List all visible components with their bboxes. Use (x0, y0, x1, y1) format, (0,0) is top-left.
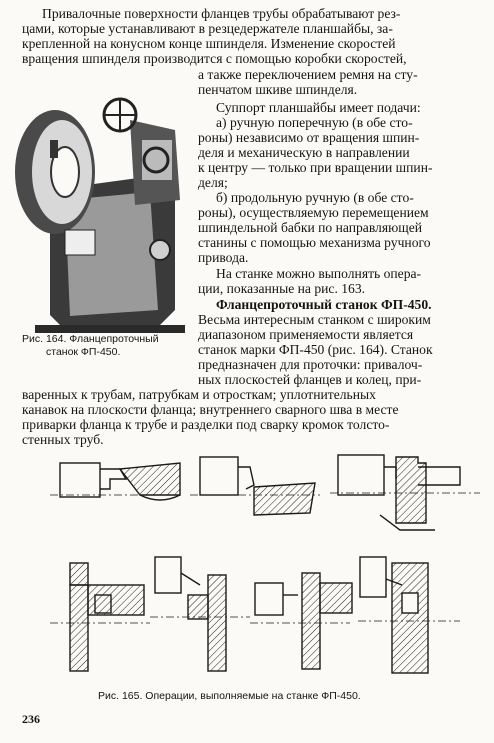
text-line: б) продольную ручную (в обе сто- (216, 190, 414, 205)
text-line: Суппорт планшайбы имеет подачи: (216, 100, 421, 115)
text-line: деля и механическую в направлении (198, 145, 410, 160)
text-line: предназначен для проточки: привалоч- (198, 357, 423, 372)
text-line: станок марки ФП-450 (рис. 164). Станок (198, 342, 433, 357)
text-line: а) ручную поперечную (в обе сто- (216, 115, 413, 130)
section-heading: Фланцепроточный станок ФП-450. (216, 297, 432, 312)
operation-sketch (358, 557, 460, 673)
text-line: шпиндельной бабки по направляющей (198, 220, 423, 235)
operation-sketch (50, 463, 180, 500)
operation-sketch (330, 455, 480, 530)
text-line: крепленной на конусном конце шпинделя. Изменение скоростей (22, 36, 396, 51)
text-line: Весьма интересным станком с широким (198, 312, 431, 327)
figure-164-caption: станок ФП-450. (46, 346, 121, 358)
text-line: диапазоном применяемости является (198, 327, 414, 342)
text-line: к центру — только при вращении шпин- (198, 160, 433, 175)
text-line: Привалочные поверхности фланцев трубы обрабатывают рез- (42, 6, 401, 21)
text-line: На станке можно выполнять опера- (216, 266, 422, 281)
operation-sketch (150, 557, 250, 671)
text-line: деля; (198, 175, 228, 190)
text-line: привода. (198, 250, 249, 265)
operations-diagram (40, 445, 480, 685)
text-line: приварки фланца к трубе и разделки под сварку кромок толсто- (22, 417, 390, 432)
text-line: пенчатом шкиве шпинделя. (198, 82, 358, 97)
figure-164-caption: Рис. 164. Фланцепроточный (22, 333, 159, 345)
page-number: 236 (22, 712, 40, 726)
operation-sketch (250, 573, 352, 669)
text-line: а также переключением ремня на сту- (198, 67, 418, 82)
text-line: роны), осуществляемую перемещением (198, 205, 429, 220)
text-line: роны) независимо от вращения шпин- (198, 130, 420, 145)
figure-165-caption: Рис. 165. Операции, выполняемые на станке ФП-450. (98, 690, 361, 702)
operation-sketch (190, 457, 320, 515)
text-line: варенных к трубам, патрубкам и отросткам; уплотнительных (22, 387, 376, 402)
text-line: вращения шпинделя производится с помощью коробки скоростей, (22, 51, 407, 66)
text-line: канавок на плоскости фланца; внутреннего сварного шва в месте (22, 402, 399, 417)
text-line: стенных труб. (22, 432, 104, 447)
text-line: ных плоскостей фланцев и колец, при- (198, 372, 422, 387)
text-line: ции, показанные на рис. 163. (198, 281, 366, 296)
text-line: станины с помощью механизма ручного (198, 235, 431, 250)
operation-sketch (50, 563, 150, 671)
text-line: цами, которые устанавливают в резцедержателе планшайбы, за- (22, 21, 393, 36)
machine-photo (10, 80, 192, 336)
